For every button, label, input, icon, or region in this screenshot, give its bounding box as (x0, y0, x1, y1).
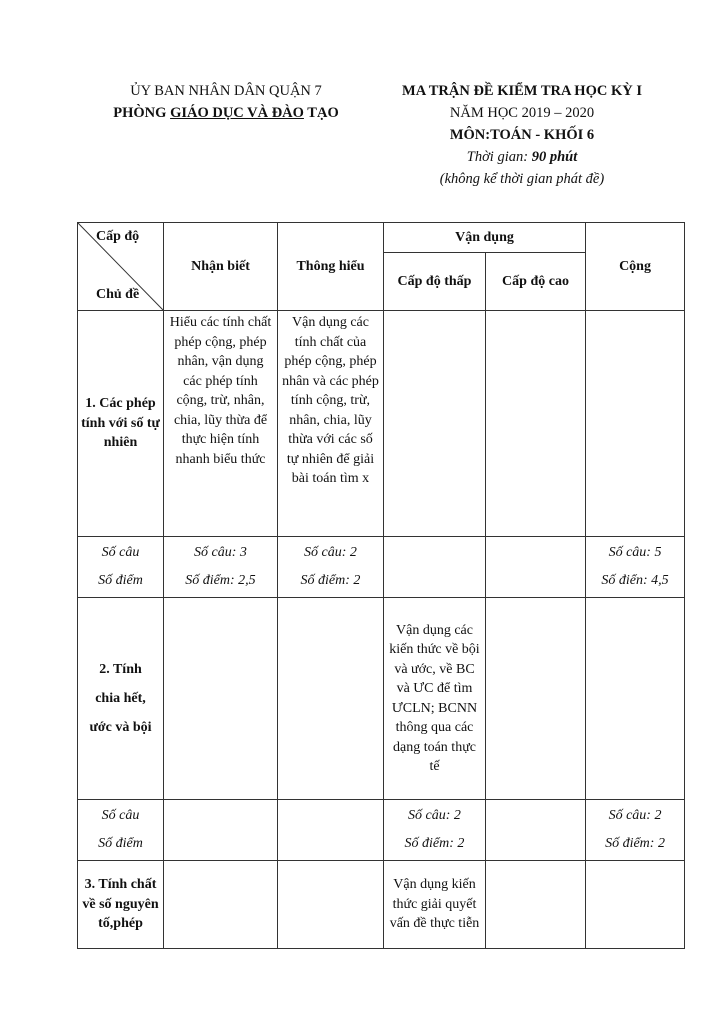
duration-label: Thời gian: (466, 149, 532, 165)
header-thong-hieu: Thông hiểu (278, 223, 384, 311)
table-row (78, 537, 685, 598)
topic-2-line-2: chia hết, (95, 691, 146, 706)
so-cau-label: Số câu (101, 808, 140, 823)
topic-3-cao (486, 861, 586, 949)
topic-3-nhan-biet (164, 861, 278, 949)
topic-3-cong (586, 861, 685, 949)
topic-2-cong-score (586, 800, 685, 861)
subject: MÔN:TOÁN - KHỐI 6 (449, 127, 595, 143)
header-left (92, 80, 360, 124)
topic-1-thap-score (384, 537, 486, 598)
topic-1-nhan-biet: Hiểu các tính chất phép cộng, phép nhân, vận dụng các phép tính cộng, trừ, nhân, chia, lũy thừa để thực hiện tính nhanh biểu thức (164, 311, 278, 537)
doc-title: MA TRẬN ĐỀ KIỂM TRA HỌC KỲ I (402, 83, 642, 99)
topic-2-cell (78, 598, 164, 800)
topic-1-nb-score (164, 537, 278, 598)
exam-matrix-table (77, 222, 685, 949)
topic-2-nb-score (164, 800, 278, 861)
school-year: NĂM HỌC 2019 – 2020 (449, 105, 595, 121)
th-so-diem: Số điểm: 2 (300, 573, 361, 588)
topic-3-cell: 3. Tính chất về số nguyên tố,phép (78, 861, 164, 949)
nb-so-diem: Số điểm: 2,5 (185, 573, 256, 588)
district-committee: ỦY BAN NHÂN DÂN QUẬN 7 (130, 83, 322, 99)
topic-2-thap: Vận dụng các kiến thức về bội và ước, về BC và ƯC để tìm ƯCLN; BCNN thông qua các dạng toán thực tế (384, 598, 486, 800)
topic-2-thap-score (384, 800, 486, 861)
header-cap-do-thap: Cấp độ thấp (384, 253, 486, 311)
topic-1-thong-hieu: Vận dụng các tính chất của phép cộng, phép nhân và các phép tính cộng, trừ, nhân, chia, lũy thừa với các số tự nhiên để giải bài toán tìm x (278, 311, 384, 537)
office-suffix: TẠO (303, 105, 339, 121)
so-diem-label: Số điểm (98, 836, 143, 851)
topic-2-th-score (278, 800, 384, 861)
cong-so-cau: Số câu: 2 (608, 808, 662, 823)
cong-so-diem: Số điểm: 2 (605, 836, 665, 851)
cong-so-cau: Số câu: 5 (608, 545, 662, 560)
topic-1-thap (384, 311, 486, 537)
header-cong: Cộng (586, 223, 685, 311)
topic-1-cao-score (486, 537, 586, 598)
topic-2-cao-score (486, 800, 586, 861)
header-cap-do-cao: Cấp độ cao (486, 253, 586, 311)
corner-level-label: Cấp độ (96, 229, 140, 244)
topic-1-cong (586, 311, 685, 537)
topic-3-thap: Vận dụng kiến thức giải quyết vấn đề thực tiễn (384, 861, 486, 949)
topic-1-cao (486, 311, 586, 537)
corner-topic-label: Chủ đề (96, 287, 140, 302)
topic-2-cao (486, 598, 586, 800)
education-office (92, 102, 360, 124)
duration-note: (không kể thời gian phát đề) (439, 171, 605, 187)
table-row (78, 598, 685, 800)
topic-3-thong-hieu (278, 861, 384, 949)
office-underlined: GIÁO DỤC VÀ ĐÀO (170, 105, 304, 121)
thap-so-diem: Số điểm: 2 (404, 836, 465, 851)
topic-2-thong-hieu (278, 598, 384, 800)
header-van-dung: Vận dụng (384, 223, 586, 253)
topic-1-cell: 1. Các phép tính với số tự nhiên (78, 311, 164, 537)
table-row (78, 861, 685, 949)
nb-so-cau: Số câu: 3 (194, 545, 247, 560)
duration-value: 90 phút (531, 149, 578, 165)
topic-2-line-3: ước và bội (89, 720, 152, 735)
topic-2-nhan-biet (164, 598, 278, 800)
topic-2-cong (586, 598, 685, 800)
so-diem-label: Số điểm (98, 573, 143, 588)
header-right (382, 80, 662, 190)
table-row (78, 311, 685, 537)
topic-1-th-score (278, 537, 384, 598)
duration (382, 146, 662, 168)
office-prefix: PHÒNG (113, 105, 171, 121)
cong-so-diem: Số điển: 4,5 (601, 573, 669, 588)
so-cau-label: Số câu (101, 545, 140, 560)
topic-1-cong-score (586, 537, 685, 598)
topic-2-line-1: 2. Tính (99, 662, 142, 677)
table-row (78, 800, 685, 861)
topic-2-count-labels (78, 800, 164, 861)
thap-so-cau: Số câu: 2 (408, 808, 461, 823)
topic-1-count-labels (78, 537, 164, 598)
header-nhan-biet: Nhận biết (164, 223, 278, 311)
corner-header-cell (78, 223, 164, 311)
th-so-cau: Số câu: 2 (304, 545, 357, 560)
